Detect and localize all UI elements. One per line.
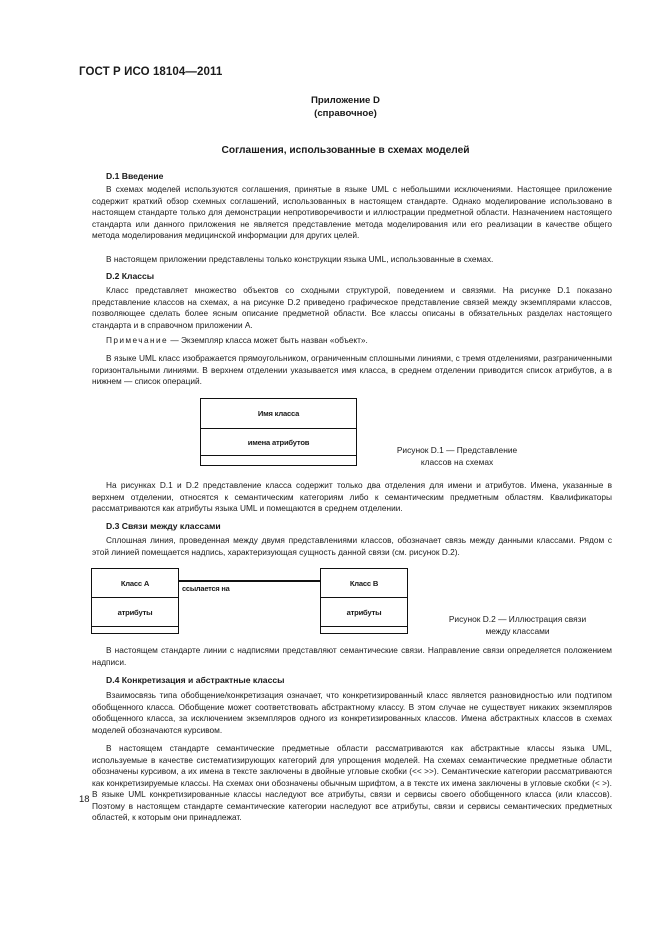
section-heading-d2: D.2 Классы [106, 271, 155, 281]
note-text: — Экземпляр класса может быть назван «объект». [168, 335, 368, 345]
class-a-box [91, 568, 179, 634]
compartment-divider [201, 455, 356, 456]
paragraph-d3-1 [92, 535, 612, 558]
paragraph-d4-1 [92, 690, 612, 736]
paragraph-text: Взаимосвязь типа обобщение/конкретизация означает, что конкретизированный класс является разновидностью или подтипом обобщенного класса. Обобщение может соответствовать абстрактному классу. В этом случае не существует никаких экземпляров обобщенного класса, за исключением экземпляров одного из конкретизированных классов. Имена абстрактных классов в схемах моделей обозначаются курсивом. [92, 690, 612, 735]
association-line [179, 580, 320, 582]
note-label: Примечание [106, 335, 169, 345]
section-heading-d3: D.3 Связи между классами [106, 521, 221, 531]
paragraph-d4-2 [92, 743, 612, 824]
figure-d1-caption-line2: классов на схемах [420, 457, 494, 467]
paragraph-d2-1 [92, 285, 612, 331]
page-number: 18 [79, 794, 90, 805]
class-b-attributes: атрибуты [346, 607, 382, 617]
class-b-name: Класс В [349, 578, 379, 588]
paragraph-text: Класс представляет множество объектов со сходными структурой, поведением и связями. На рисунке D.1 показано представление классов на схемах, а на рисунке D.2 приведено графическое представление связей между экземплярами классов, позволяющее сделать более ясным описание предметной области. Все классы описаны в обязательных разделах настоящего стандарта и в справочном приложении А. [92, 285, 612, 330]
class-diagram-box [200, 398, 357, 466]
association-label: ссылается на [182, 584, 230, 593]
figure-d1-caption-line1: Рисунок D.1 — Представление [396, 445, 518, 455]
paragraph-d2-3 [92, 480, 612, 515]
note [92, 335, 612, 347]
class-a-name: Класс А [120, 578, 150, 588]
document-header: ГОСТ Р ИСО 18104—2011 [79, 66, 223, 78]
paragraph-text: В настоящем приложении представлены только конструкции языка UML, использованные в схемах. [106, 254, 494, 264]
attributes-compartment: имена атрибутов [247, 437, 310, 447]
paragraph-text: В настоящем стандарте линии с надписями представляют семантические связи. Направление связи определяется положением надписи. [92, 645, 612, 667]
paragraph-d1-1 [92, 184, 612, 242]
compartment-divider [92, 626, 178, 627]
compartment-divider [321, 626, 407, 627]
annex-title: Приложение D [311, 95, 380, 106]
paragraph-d3-2 [92, 645, 612, 668]
paragraph-text: В настоящем стандарте семантические предметные области рассматриваются как абстрактные классы языка UML, используемые в качестве систематизирующих категорий для упрощения моделей. На схемах семантические предметные области обозначены курсивом, а их имена в тексте заключены в двойные угловые скобки (<< >>). Семантические категории рассматриваются как конкретизируемые классы. На схемах они обозначены обычным шрифтом, а в тексте их имена заключены в угловые скобки (< >). В языке UML конкретизированные классы наследуют все атрибуты, связи и сервисы своего обобщенного класса (или классов). Поэтому в настоящем стандарте семантические категории наследуют все атрибуты, связи и сервисы семантических предметных областей, к которым они принадлежат. [92, 743, 612, 823]
paragraph-text: В схемах моделей используются соглашения, принятые в языке UML с небольшими исключениями. Настоящее приложение содержит краткий обзор схемных соглашений, использованных в настоящем стандарте. Однако моделирование использовано в настоящем стандарте только для демонстрации непротиворечивости и иллюстрации предметной области. Назначением настоящего стандарта или данного приложения не является представление метода моделирования или его реализации в качестве общего метода моделирования медицинской информации для других целей. [92, 184, 612, 241]
section-heading-d4: D.4 Конкретизация и абстрактные классы [106, 675, 285, 685]
class-b-box [320, 568, 408, 634]
paragraph-text: В языке UML класс изображается прямоугольником, ограниченным сплошными линиями, с тремя отделениями, разграниченными горизонтальными линиями. В верхнем отделении указывается имя класса, в среднем отделении приводится список атрибутов, а в нижнем — список операций. [92, 353, 612, 387]
class-a-attributes: атрибуты [117, 607, 153, 617]
figure-d2-caption-line1: Рисунок D.2 — Иллюстрация связи [448, 614, 587, 624]
paragraph-d1-2 [92, 254, 612, 266]
paragraph-text: Сплошная линия, проведенная между двумя представлениями классов, обозначает связь между данными классами. Рядом с этой линией помещается надпись, характеризующая сущность данной связи (см. рисунок D.2). [92, 535, 612, 557]
paragraph-d2-2 [92, 353, 612, 388]
figure-d1-caption [372, 444, 542, 468]
figure-d2-caption [425, 613, 610, 637]
annex-heading [79, 94, 612, 120]
class-name-compartment: Имя класса [257, 409, 300, 418]
paragraph-text: На рисунках D.1 и D.2 представление класса содержит только два отделения для имени и атрибутов. Имена, указанные в верхнем отделении, относятся к семантическим категориям либо к семантическим предметным областям. Квалификаторы рассматриваются как атрибуты языка UML и помещаются в среднем отделении. [92, 480, 612, 514]
section-heading-d1: D.1 Введение [106, 171, 164, 181]
annex-subtitle: (справочное) [314, 108, 377, 119]
figure-d2-caption-line2: между классами [485, 626, 550, 636]
annex-main-title: Соглашения, использованные в схемах моделей [221, 145, 470, 156]
